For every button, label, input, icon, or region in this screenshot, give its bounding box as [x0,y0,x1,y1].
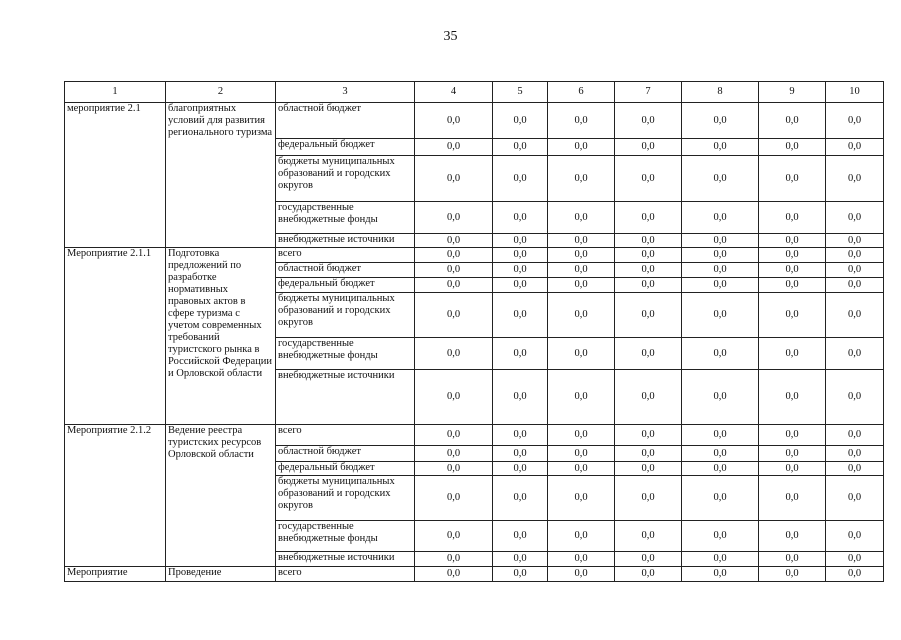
col-header: 6 [548,82,615,103]
value-cell: 0,0 [615,278,682,293]
value-cell: 0,0 [682,139,759,156]
activity-name: благоприятных условий для развития регионального туризма [166,103,276,248]
value-cell: 0,0 [548,338,615,370]
value-cell: 0,0 [682,338,759,370]
value-cell: 0,0 [826,521,884,552]
value-cell: 0,0 [826,567,884,582]
value-cell: 0,0 [826,278,884,293]
value-cell: 0,0 [615,462,682,476]
activity-name: Проведение [166,567,276,582]
funding-source: государственные внебюджетные фонды [276,202,415,234]
col-header: 9 [759,82,826,103]
value-cell: 0,0 [759,202,826,234]
value-cell: 0,0 [826,202,884,234]
value-cell: 0,0 [548,462,615,476]
value-cell: 0,0 [759,552,826,567]
value-cell: 0,0 [415,248,493,263]
value-cell: 0,0 [493,567,548,582]
value-cell: 0,0 [682,462,759,476]
activity-name: Ведение реестра туристских ресурсов Орловской области [166,425,276,567]
value-cell: 0,0 [415,139,493,156]
funding-source: всего [276,425,415,446]
value-cell: 0,0 [548,521,615,552]
value-cell: 0,0 [548,446,615,462]
funding-source: федеральный бюджет [276,462,415,476]
funding-source: бюджеты муниципальных образований и городских округов [276,476,415,521]
value-cell: 0,0 [826,293,884,338]
value-cell: 0,0 [615,338,682,370]
funding-source: государственные внебюджетные фонды [276,338,415,370]
table-row [65,248,884,263]
value-cell: 0,0 [415,446,493,462]
value-cell: 0,0 [548,248,615,263]
value-cell: 0,0 [548,263,615,278]
table-row [65,567,884,582]
col-header: 3 [276,82,415,103]
value-cell: 0,0 [615,425,682,446]
value-cell: 0,0 [415,521,493,552]
activity-code: Мероприятие 2.1.1 [65,248,166,425]
value-cell: 0,0 [415,425,493,446]
value-cell: 0,0 [826,103,884,139]
value-cell: 0,0 [682,370,759,425]
value-cell: 0,0 [759,139,826,156]
funding-source: бюджеты муниципальных образований и городских округов [276,156,415,202]
value-cell: 0,0 [493,293,548,338]
value-cell: 0,0 [493,476,548,521]
value-cell: 0,0 [682,103,759,139]
value-cell: 0,0 [493,278,548,293]
value-cell: 0,0 [826,263,884,278]
value-cell: 0,0 [493,446,548,462]
funding-source: внебюджетные источники [276,234,415,248]
activity-code: Мероприятие 2.1.2 [65,425,166,567]
value-cell: 0,0 [415,103,493,139]
value-cell: 0,0 [415,567,493,582]
table-row [65,103,884,139]
value-cell: 0,0 [548,156,615,202]
activity-code: Мероприятие [65,567,166,582]
funding-source: областной бюджет [276,446,415,462]
funding-source: внебюджетные источники [276,552,415,567]
value-cell: 0,0 [826,370,884,425]
value-cell: 0,0 [826,139,884,156]
value-cell: 0,0 [682,234,759,248]
value-cell: 0,0 [759,476,826,521]
value-cell: 0,0 [682,202,759,234]
value-cell: 0,0 [759,263,826,278]
value-cell: 0,0 [415,552,493,567]
value-cell: 0,0 [759,462,826,476]
value-cell: 0,0 [615,202,682,234]
value-cell: 0,0 [493,234,548,248]
col-header: 10 [826,82,884,103]
funding-source: федеральный бюджет [276,278,415,293]
value-cell: 0,0 [615,248,682,263]
col-header: 8 [682,82,759,103]
value-cell: 0,0 [493,370,548,425]
value-cell: 0,0 [826,425,884,446]
value-cell: 0,0 [615,293,682,338]
value-cell: 0,0 [759,338,826,370]
col-header: 2 [166,82,276,103]
value-cell: 0,0 [759,567,826,582]
value-cell: 0,0 [615,234,682,248]
value-cell: 0,0 [759,156,826,202]
value-cell: 0,0 [493,263,548,278]
value-cell: 0,0 [615,263,682,278]
funding-source: всего [276,248,415,263]
value-cell: 0,0 [548,139,615,156]
header-row [65,82,884,103]
value-cell: 0,0 [826,462,884,476]
funding-source: государственные внебюджетные фонды [276,521,415,552]
value-cell: 0,0 [415,293,493,338]
value-cell: 0,0 [759,234,826,248]
activity-code: мероприятие 2.1 [65,103,166,248]
value-cell: 0,0 [826,248,884,263]
value-cell: 0,0 [682,446,759,462]
value-cell: 0,0 [615,476,682,521]
value-cell: 0,0 [759,248,826,263]
value-cell: 0,0 [548,425,615,446]
table-row [65,425,884,446]
value-cell: 0,0 [493,425,548,446]
value-cell: 0,0 [682,263,759,278]
value-cell: 0,0 [759,425,826,446]
value-cell: 0,0 [493,156,548,202]
funding-source: внебюджетные источники [276,370,415,425]
value-cell: 0,0 [548,370,615,425]
value-cell: 0,0 [826,234,884,248]
value-cell: 0,0 [682,293,759,338]
page-number: 35 [443,29,458,44]
value-cell: 0,0 [682,156,759,202]
value-cell: 0,0 [415,263,493,278]
value-cell: 0,0 [415,156,493,202]
value-cell: 0,0 [493,248,548,263]
value-cell: 0,0 [826,476,884,521]
value-cell: 0,0 [548,567,615,582]
value-cell: 0,0 [415,462,493,476]
value-cell: 0,0 [682,567,759,582]
value-cell: 0,0 [548,552,615,567]
value-cell: 0,0 [615,521,682,552]
funding-source: областной бюджет [276,263,415,278]
value-cell: 0,0 [415,202,493,234]
value-cell: 0,0 [415,278,493,293]
value-cell: 0,0 [759,446,826,462]
value-cell: 0,0 [682,521,759,552]
col-header: 7 [615,82,682,103]
col-header: 4 [415,82,493,103]
col-header: 5 [493,82,548,103]
value-cell: 0,0 [493,338,548,370]
value-cell: 0,0 [548,202,615,234]
value-cell: 0,0 [493,552,548,567]
value-cell: 0,0 [615,103,682,139]
value-cell: 0,0 [548,103,615,139]
table-body [65,103,884,582]
activity-name: Подготовка предложений по разработке нормативных правовых актов в сфере туризма с учетом современных требований туристского рынка в Российской Федерации и Орловской области [166,248,276,425]
value-cell: 0,0 [759,370,826,425]
value-cell: 0,0 [615,139,682,156]
funding-source: всего [276,567,415,582]
value-cell: 0,0 [615,446,682,462]
value-cell: 0,0 [759,103,826,139]
col-header: 1 [65,82,166,103]
value-cell: 0,0 [548,278,615,293]
value-cell: 0,0 [415,234,493,248]
value-cell: 0,0 [493,202,548,234]
value-cell: 0,0 [493,103,548,139]
value-cell: 0,0 [615,370,682,425]
value-cell: 0,0 [415,370,493,425]
value-cell: 0,0 [615,552,682,567]
value-cell: 0,0 [415,476,493,521]
value-cell: 0,0 [682,476,759,521]
value-cell: 0,0 [548,293,615,338]
value-cell: 0,0 [682,425,759,446]
value-cell: 0,0 [615,567,682,582]
value-cell: 0,0 [493,139,548,156]
value-cell: 0,0 [759,293,826,338]
value-cell: 0,0 [548,476,615,521]
value-cell: 0,0 [615,156,682,202]
value-cell: 0,0 [826,446,884,462]
budget-table [64,81,884,582]
funding-source: бюджеты муниципальных образований и городских округов [276,293,415,338]
value-cell: 0,0 [682,552,759,567]
value-cell: 0,0 [826,552,884,567]
value-cell: 0,0 [493,521,548,552]
value-cell: 0,0 [826,156,884,202]
funding-source: областной бюджет [276,103,415,139]
value-cell: 0,0 [548,234,615,248]
value-cell: 0,0 [826,338,884,370]
value-cell: 0,0 [415,338,493,370]
value-cell: 0,0 [682,248,759,263]
value-cell: 0,0 [759,278,826,293]
value-cell: 0,0 [682,278,759,293]
value-cell: 0,0 [493,462,548,476]
funding-source: федеральный бюджет [276,139,415,156]
value-cell: 0,0 [759,521,826,552]
